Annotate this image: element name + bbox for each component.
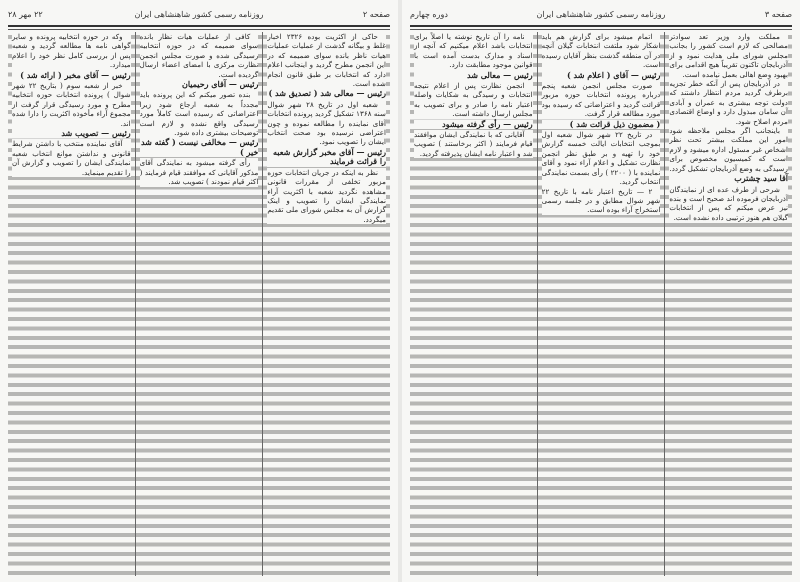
article-column [538,32,666,576]
header-rule [410,25,792,30]
paragraph: مملکت وارد وزیر تعد سوادتر مصالحی که لازم است کشور را بجانب مجلس شورای ملی هدایت نمود و از آذربایجان تاکنون تقریباً هیچ اقدامی برای بهبود وضع اهالی بعمل نیامده است. [669,32,788,79]
right-newspaper-page [402,0,800,582]
paragraph: شعبه اول در تاریخ ۲۸ شهر شوال سنه ۱۳۶۸ تشکیل گردید پرونده انتخابات آقای نماینده را مطالعه نموده و چون اعتراضی نرسیده بود صحت انتخاب ایشان را تصویب نمود. [267,99,386,147]
paragraph: حاکی از اکثریت بوده ۲۳۲۶ اخبار غلط و بیگانه گذشت از عملیات عملیات هیات ناظر بانده سوای ضمیمه که در این انجمن مطرح گردید و اینجانب اعلام دارد که انتخابات بر طبق قانون انجام شده است. [267,32,386,89]
paragraph: در تاریخ ۲۲ شهر شوال شعبه اول بموجب انتخابات ایالت خمسه گزارش خود را تهیه و بر طبق نظر انجمن نظارت تشکیل و اعلام آراء نمود و آقای نماینده با ( ۲۲۰۰ ) رأی بسمت نمایندگی انتخاب گردید. [541,130,661,187]
text-columns [8,32,390,576]
speaker-heading: رئیس — مخالفی نیست ( گفته شد خیر ) [140,137,259,157]
header-rule [8,25,390,30]
speaker-heading: آقا سید چشترب [669,174,788,183]
article-column [263,32,390,576]
masthead-title: روزنامه رسمی کشور شاهنشاهی ایران [134,10,264,19]
speaker-heading: رئیس — رأی گرفته میشود [414,120,533,129]
page-header [410,10,792,24]
paragraph: صورت مجلس انجمن شعبه پنجم درباره پرونده انتخابات حوزه مزبور قرائت گردید و اعتراضاتی که رسیده بود مورد مطالعه قرار گرفت. [541,81,661,119]
speaker-heading: رئیس — معالی شد [414,71,533,80]
article-column [410,32,538,576]
paragraph: نظر به اینکه در جریان انتخابات حوزه مزبور تخلفی از مقررات قانونی مشاهده نگردید شعبه با اکثریت آراء نمایندگی ایشان را تصویب و اینک گزارش آن به مجلس شورای ملی تقدیم میگردد. [267,167,386,224]
article-column [136,32,264,576]
volume-label: دوره چهارم [410,10,448,19]
left-newspaper-page [0,0,398,582]
paragraph: بنده تصور میکنم که این پرونده باید مجدداً به شعبه ارجاع شود زیرا اعتراضاتی که رسیده است کاملاً مورد رسیدگی واقع نشده و لازم است توضیحات بیشتری داده شود. [139,90,259,138]
paragraph: باینجانب اگر مجلس ملاحظه شود امور این مملکت بیشتر تحت نظر اشخاص غیر مسئول اداره میشود و لازم است که کمیسیون مخصوص برای رسیدگی به وضع آذربایجان تشکیل گردد. [669,126,788,173]
speaker-heading: ( مضمون ذیل قرائت شد ) [542,120,661,129]
paragraph: کافی از عملیات هیات نظار بانده سوای ضمیمه که در حوزه انتخابیه رسیدگی شده و صورت مجلس انجمن نظارت مرکزی با امضای اعضاء ارسال گردیده است. [139,32,259,79]
paragraph: آقای نماینده منتخب با داشتن شرایط قانونی و نداشتن موانع انتخاب شعبه نمایندگی ایشان را تصویب و گزارش آن را تقدیم مینماید. [11,139,131,177]
page-number: صفحه ۳ [764,10,792,19]
paragraph: خبر از شعبه سوم ( بتاریخ ۲۲ شهر شوال ) پرونده انتخابات حوزه انتخابیه مطرح و مورد رسیدگی قرار گرفت از مجموع آراء مأخوذه اکثریت را دارا شده اند. [11,81,131,128]
paragraph: شرحی از طرف عده ای از نمایندگان آذربایجان فرموده اند صحیح است و بنده نیز عرض میکنم که پس از انتخابات گیلان هم هنوز ترتیبی داده نشده است. [669,184,788,222]
paragraph: آقایانی که با نمایندگی ایشان موافقند قیام فرمایند ( اکثر برخاستند ) تصویب شد و اعتبار نامه ایشان پذیرفته گردید. [413,130,533,158]
masthead-title: روزنامه رسمی کشور شاهنشاهی ایران [536,10,666,19]
speaker-heading: رئیس — تصویب شد [12,129,131,138]
paragraph: اتمام میشود برای گزارش هم باید اشکار شود ملتفت انتخابات گیلان آنچه در آن منطقه گذشت بنظر آقایان رسیده است. [541,32,661,70]
paragraph: نامه را آن تاریخ نوشته یا اصلاً برای انتخابات باشد اعلام میکنیم که آنچه از اسناد و مدارک بدست آمده است با قوانین موجود مطابقت دارد. [413,32,533,70]
speaker-heading: رئیس — آقای مخبر ( ارائه شد ) [12,71,131,80]
paragraph: ۲ — تاریخ اعتبار نامه با تاریخ ۲۲ شهر شوال مطابق و در جلسه رسمی استخراج آراء بوده است. [541,186,661,215]
issue-date: ۲۲ مهر ۲۸ [8,10,43,19]
article-column [665,32,792,576]
paragraph: در آذربایجان پس از آنکه خطر تجزیه برطرف گردید مردم انتظار داشتند که دولت توجه بیشتری به عمران و آبادی آن سامان مبذول دارد و اوضاع اقتصادی مردم اصلاح شود. [669,79,788,126]
paragraph: وکه در حوزه انتخابیه پرونده و سایر گواهی نامه ها مطالعه گردید و شعبه پس از بررسی کامل نظر خود را اعلام میدارد. [11,32,131,70]
speaker-heading: رئیس — آقای رحیمیان [140,80,259,89]
paragraph: انجمن نظارت پس از اعلام نتیجه انتخابات و رسیدگی به شکایات واصله اعتبار نامه را صادر و برای تصویب به مجلس ارسال داشته است. [413,81,533,119]
text-columns [410,32,792,576]
speaker-heading: رئیس — معالی شد ( تصدیق شد ) [268,88,386,99]
speaker-heading: رئیس — آقای مخبر گزارش شعبه را قرائت فرمایند [267,148,386,167]
paragraph: رأی گرفته میشود به نمایندگی آقای مذکور آقایانی که موافقند قیام فرمایند ( اکثر قیام نمودند ) تصویب شد. [139,158,259,187]
page-header [8,10,390,24]
speaker-heading: رئیس — آقای ( اعلام شد ) [542,71,661,80]
article-column [8,32,136,576]
page-number: صفحه ۲ [362,10,390,19]
